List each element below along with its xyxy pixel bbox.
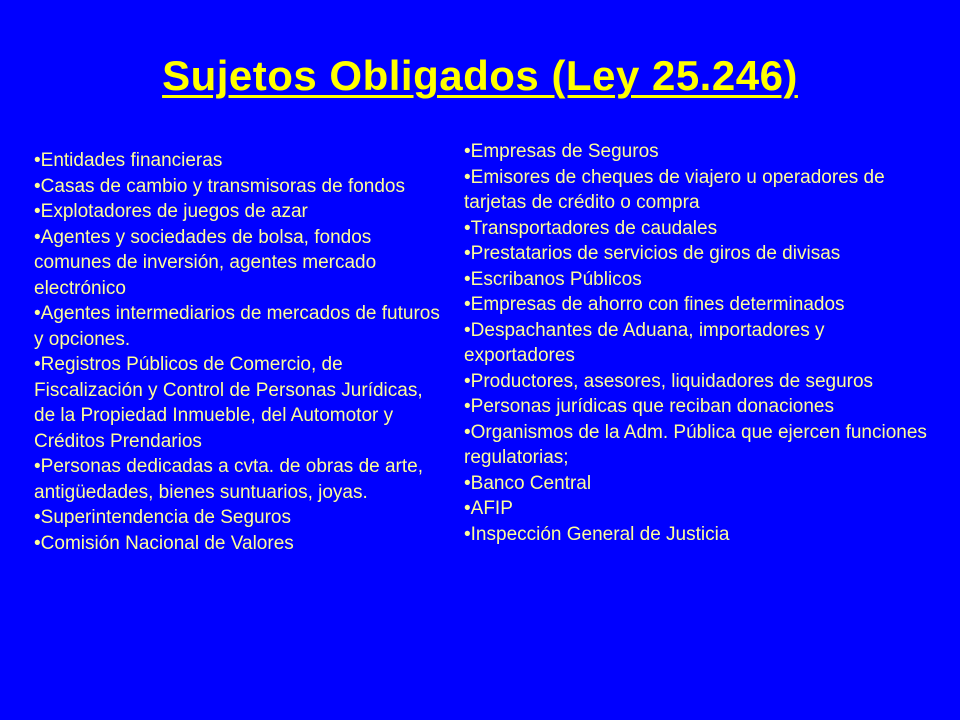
list-item: •Productores, asesores, liquidadores de seguros [464,370,874,392]
list-item: •Personas jurídicas que reciban donaciones [464,396,834,417]
list-item: •Agentes intermediarios de mercados de futuros y opciones. [34,303,440,350]
right-column-list [464,139,934,547]
slide-title: Sujetos Obligados (Ley 25.246) [162,52,798,99]
list-item: •Empresas de ahorro con fines determinados [464,294,845,315]
list-item: •Comisión Nacional de Valores [34,532,294,554]
list-item: •Transportadores de caudales [464,217,718,239]
list-item: •Banco Central [464,472,592,494]
list-item: •Personas dedicadas a cvta. de obras de arte, antigüedades, bienes suntuarios, joyas. [34,456,423,503]
list-item: •Entidades financieras [34,150,223,171]
list-item: •Registros Públicos de Comercio, de Fiscalización y Control de Personas Jurídicas, de la Propiedad Inmueble, del Automotor y Créditos Prendarios [34,354,423,452]
left-column-list [34,148,440,556]
list-item: •Escribanos Públicos [464,268,642,290]
list-item: •Organismos de la Adm. Pública que ejercen funciones regulatorias; [464,421,927,468]
list-item: •Emisores de cheques de viajero u operadores de tarjetas de crédito o compra [464,166,885,213]
list-item: •Despachantes de Aduana, importadores y exportadores [464,319,825,366]
list-item: •Superintendencia de Seguros [34,507,292,528]
list-item: •Empresas de Seguros [464,141,659,162]
list-item: •Prestatarios de servicios de giros de divisas [464,243,841,264]
list-item: •Agentes y sociedades de bolsa, fondos comunes de inversión, agentes mercado electrónico [34,226,377,299]
list-item: •Casas de cambio y transmisoras de fondos [34,175,405,197]
list-item: •Inspección General de Justicia [464,523,730,545]
list-item: •AFIP [464,498,513,519]
list-item: •Explotadores de juegos de azar [34,201,308,222]
